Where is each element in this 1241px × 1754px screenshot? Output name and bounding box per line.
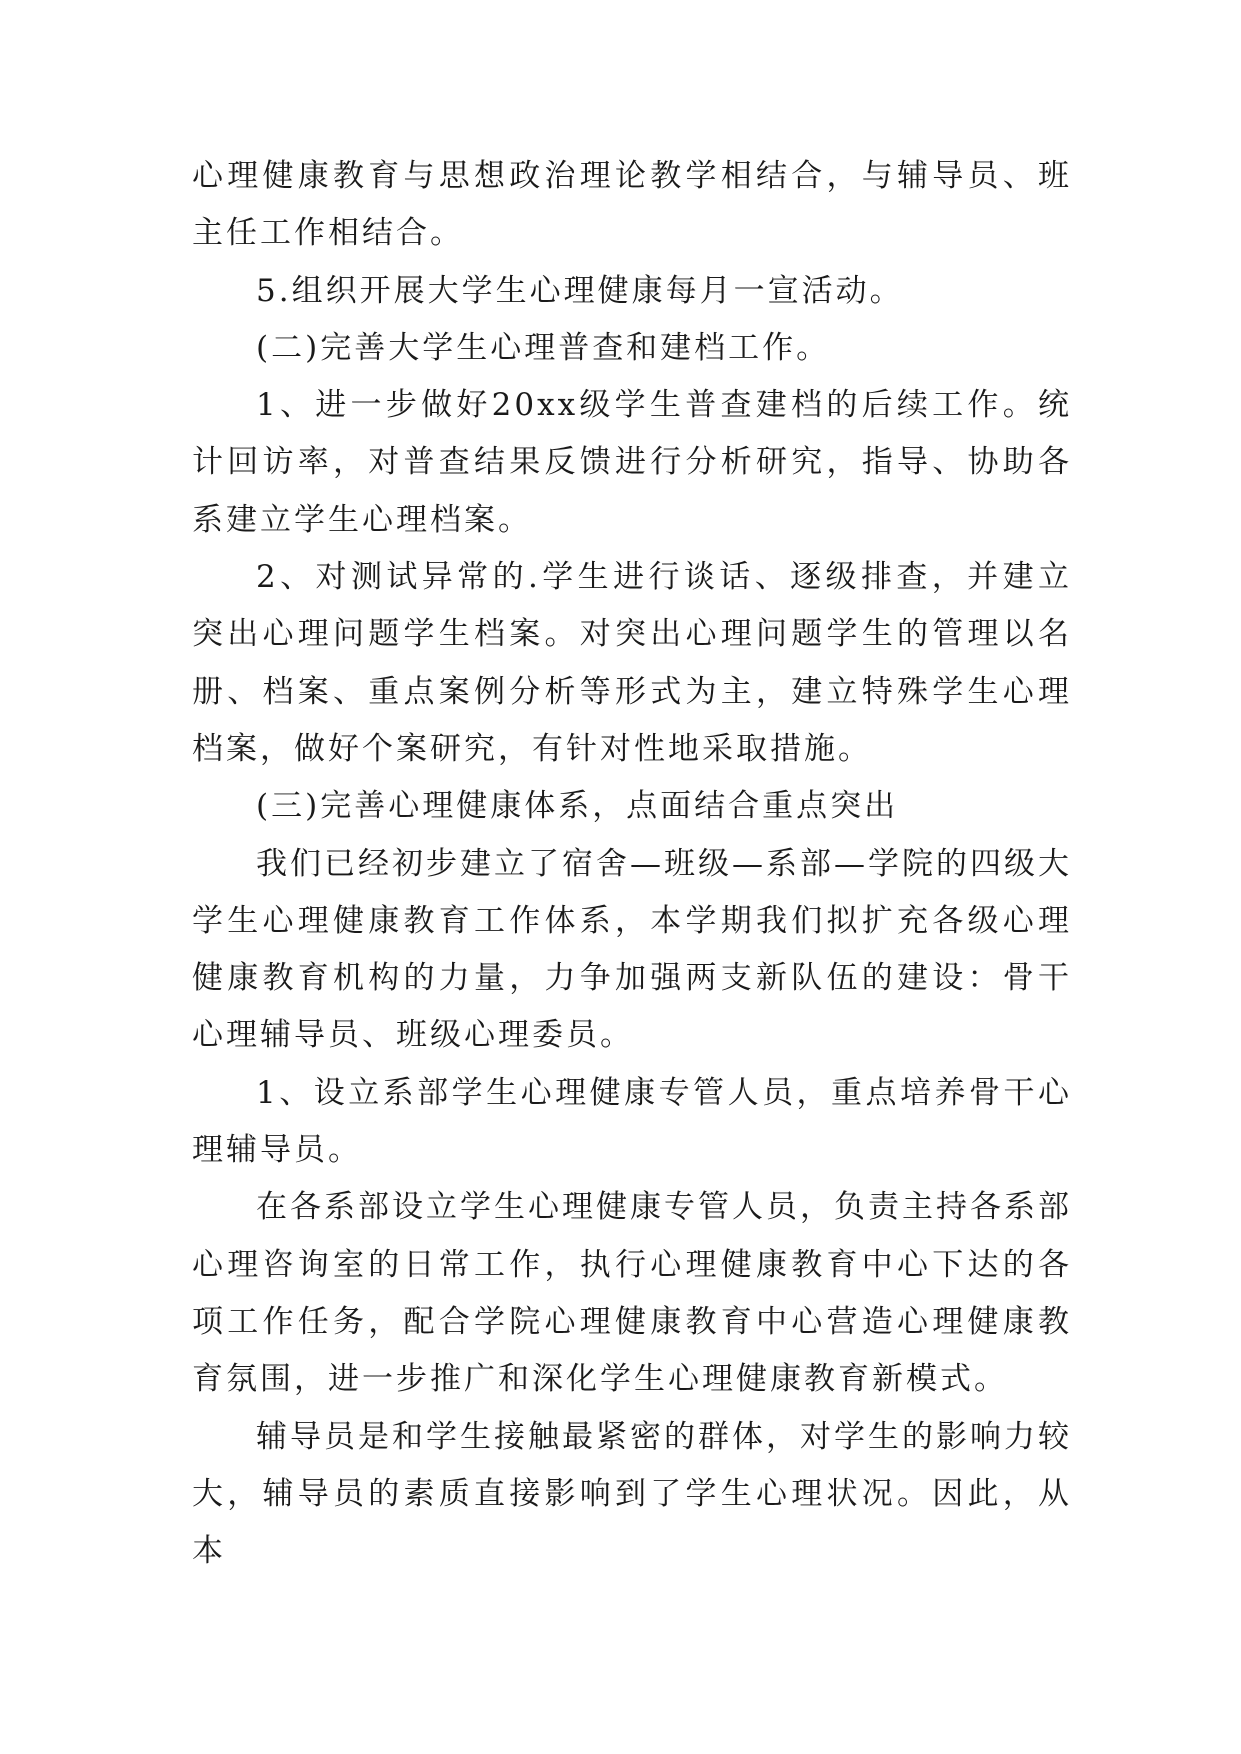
paragraph-item-5: 5.组织开展大学生心理健康每月一宣活动。 — [256, 272, 904, 309]
document-body — [192, 148, 1072, 1580]
paragraph-item-2-abnormal: 2、对测试异常的.学生进行谈话、逐级排查，并建立突出心理问题学生档案。对突出心理问题学生的管理以名册、档案、重点案例分析等形式为主，建立特殊学生心理档案，做好个案研究，有针对性地采取措施。 — [192, 559, 1072, 767]
paragraph-departments: 在各系部设立学生心理健康专管人员，负责主持各系部心理咨询室的日常工作，执行心理健康教育中心下达的各项工作任务，配合学院心理健康教育中心营造心理健康教育氛围，进一步推广和深化学生心理健康教育新模式。 — [192, 1189, 1072, 1398]
paragraph-continuation: 心理健康教育与思想政治理论教学相结合，与辅导员、班主任工作相结合。 — [192, 158, 1072, 252]
paragraph-item-1-staff: 1、设立系部学生心理健康专管人员，重点培养骨干心理辅导员。 — [192, 1074, 1072, 1169]
paragraph-counselors: 辅导员是和学生接触最紧密的群体，对学生的影响力较大，辅导员的素质直接影响到了学生心理状况。因此，从本 — [192, 1418, 1072, 1570]
paragraph-item-1-survey: 1、进一步做好20xx级学生普查建档的后续工作。统计回访率，对普查结果反馈进行分析研究，指导、协助各系建立学生心理档案。 — [192, 387, 1072, 538]
section-heading-3: (三)完善心理健康体系，点面结合重点突出 — [256, 788, 899, 825]
paragraph-system: 我们已经初步建立了宿舍—班级—系部—学院的四级大学生心理健康教育工作体系，本学期我们拟扩充各级心理健康教育机构的力量，力争加强两支新队伍的建设：骨干心理辅导员、班级心理委员。 — [192, 845, 1072, 1054]
section-heading-2: (二)完善大学生心理普查和建档工作。 — [256, 329, 831, 366]
